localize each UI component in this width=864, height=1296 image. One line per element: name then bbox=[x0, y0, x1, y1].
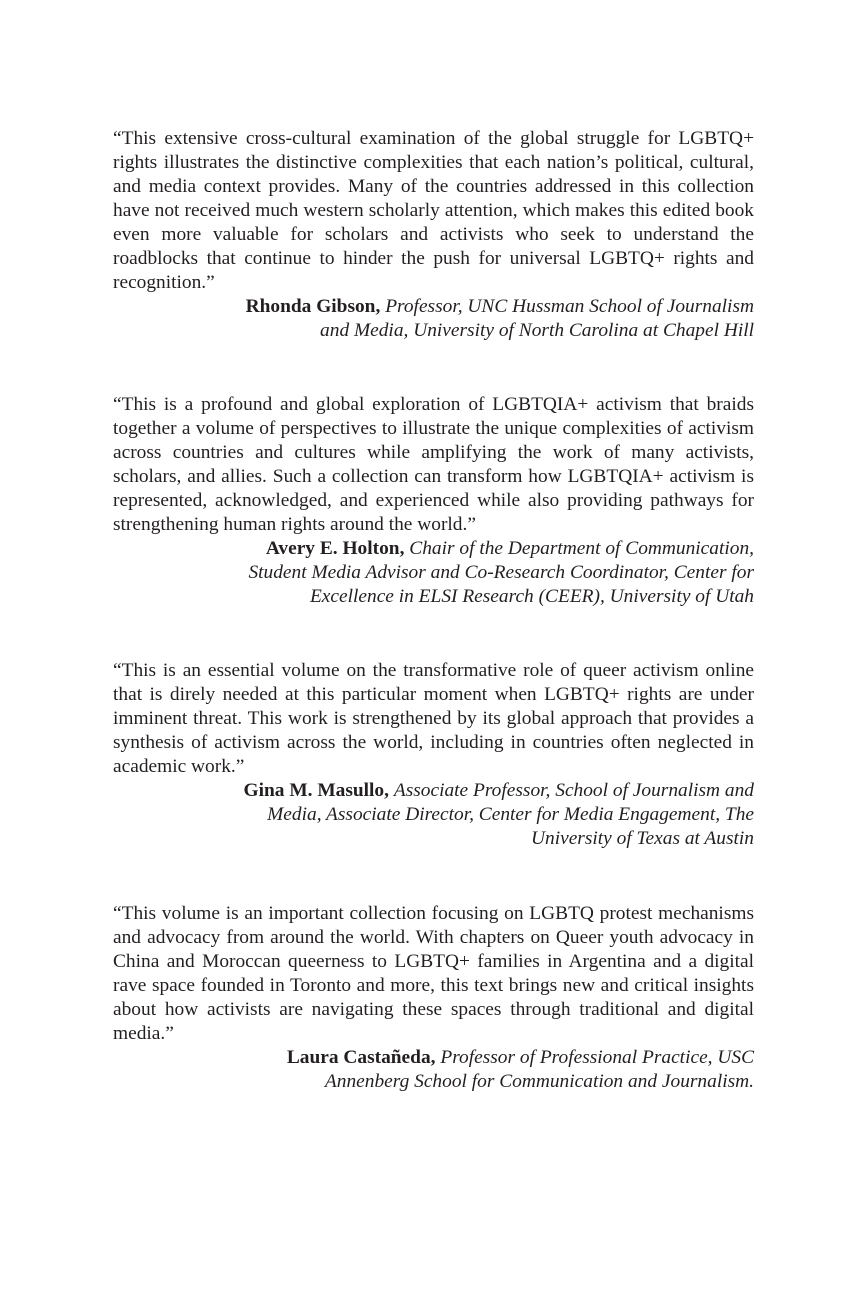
endorsement-attribution bbox=[113, 779, 754, 851]
endorser-title-continued: Student Media Advisor and Co-Research Coordinator, Center for bbox=[248, 562, 754, 583]
endorser-title-continued: Media, Associate Director, Center for Media Engagement, The bbox=[267, 804, 754, 825]
endorsements-page bbox=[113, 127, 754, 1094]
attribution-line bbox=[113, 295, 754, 319]
endorser-name: Rhonda Gibson, bbox=[245, 296, 381, 317]
endorsement-castaneda bbox=[113, 902, 754, 1094]
attribution-line bbox=[113, 537, 754, 561]
attribution-line bbox=[113, 1046, 754, 1070]
endorser-title-continued: University of Texas at Austin bbox=[531, 828, 754, 849]
endorser-name: Avery E. Holton, bbox=[265, 538, 405, 559]
endorsement-attribution bbox=[113, 537, 754, 609]
endorsement-quote: “This volume is an important collection focusing on LGBTQ protest mechanisms and advocacy from around the world. With chapters on Queer youth advocacy in China and Moroccan queerness to LGBTQ+ families in Argentina and a digital rave space founded in Toronto and more, this text brings new and critical insights about how activists are navigating these spaces through traditional and digital media.” bbox=[113, 903, 754, 1044]
endorsement-quote: “This extensive cross-cultural examination of the global struggle for LGBTQ+ rights illustrates the distinctive complexities that each nation’s political, cultural, and media context provides. Many of the countries addressed in this collection have not received much western scholarly attention, which makes this edited book even more valuable for scholars and activists who seek to understand the roadblocks that continue to hinder the push for universal LGBTQ+ rights and recognition.” bbox=[113, 128, 754, 293]
endorsement-holton bbox=[113, 393, 754, 609]
endorser-name: Laura Castañeda, bbox=[286, 1047, 436, 1068]
endorsement-gibson bbox=[113, 127, 754, 343]
endorsement-quote: “This is a profound and global exploration of LGBTQIA+ activism that braids together a volume of perspectives to illustrate the unique complexities of activism across countries and cultures while amplifying the work of many activists, scholars, and allies. Such a collection can transform how LGBTQIA+ activism is represented, acknowledged, and experienced while also providing pathways for strengthening human rights around the world.” bbox=[113, 394, 754, 535]
endorsement-attribution bbox=[113, 295, 754, 343]
endorser-title: Associate Professor, School of Journalism and bbox=[393, 780, 754, 801]
endorsement-masullo bbox=[113, 659, 754, 851]
endorser-title: Professor, UNC Hussman School of Journalism bbox=[385, 296, 754, 317]
endorser-title: Chair of the Department of Communication, bbox=[409, 538, 754, 559]
endorser-name: Gina M. Masullo, bbox=[243, 780, 389, 801]
endorser-title-continued: Annenberg School for Communication and Journalism. bbox=[324, 1071, 754, 1092]
endorser-title-continued: and Media, University of North Carolina at Chapel Hill bbox=[320, 320, 754, 341]
attribution-line bbox=[113, 779, 754, 803]
endorsement-quote: “This is an essential volume on the transformative role of queer activism online that is direly needed at this particular moment when LGBTQ+ rights are under imminent threat. This work is strengthened by its global approach that provides a synthesis of activism across the world, including in countries often neglected in academic work.” bbox=[113, 660, 754, 777]
endorser-title-continued: Excellence in ELSI Research (CEER), University of Utah bbox=[309, 586, 754, 607]
endorser-title: Professor of Professional Practice, USC bbox=[440, 1047, 754, 1068]
endorsement-attribution bbox=[113, 1046, 754, 1094]
